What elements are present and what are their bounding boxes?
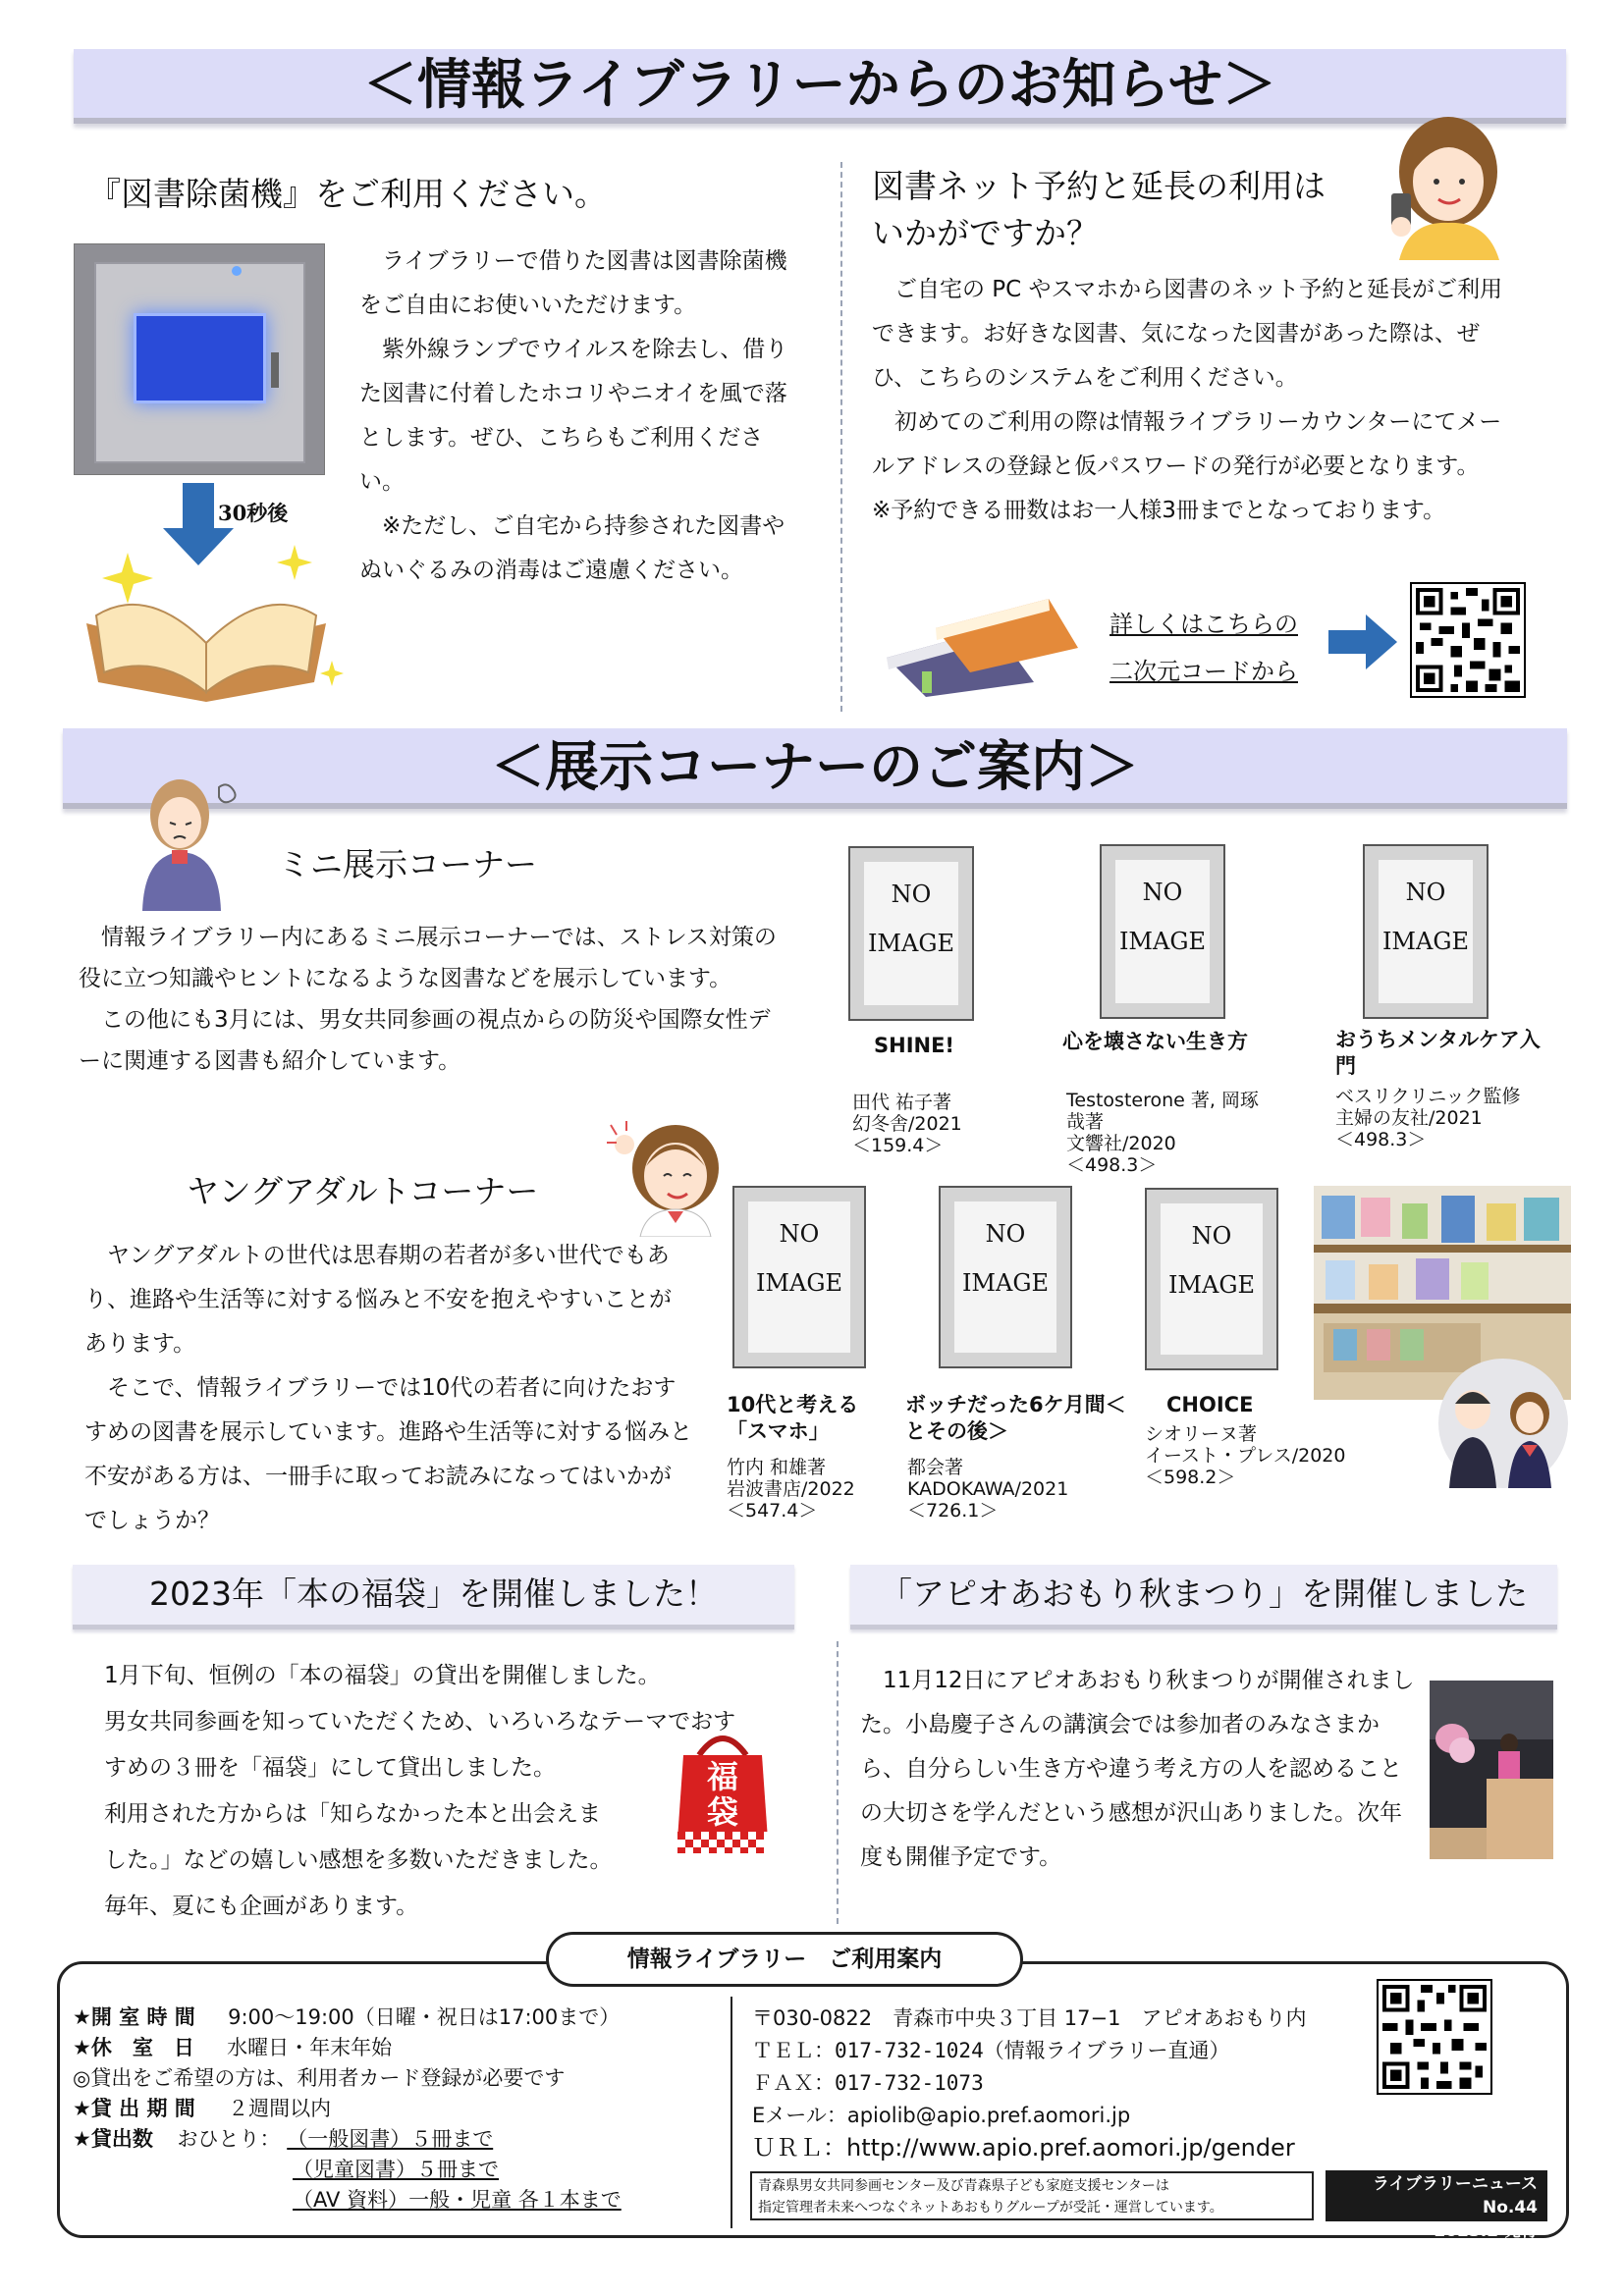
paragraph: ご自宅の PC やスマホから図書のネット予約と延長がご利用できます。お好きな図書、気になった図書があった際は、ぜひ、こちらのシステムをご利用ください。 xyxy=(872,277,1503,391)
paragraph: ライブラリーで借りた図書は図書除菌機をご自由にお使いいただけます。 xyxy=(359,248,787,318)
closed-days-row: ★休 室 日 水曜日・年末年始 xyxy=(73,2036,393,2059)
usage-guide-contact xyxy=(752,2002,1306,2164)
guide-vertical-rule xyxy=(731,1997,732,2228)
woman-phone-illustration xyxy=(1380,113,1517,260)
qr-link-line2[interactable]: 二次元コードから xyxy=(1110,658,1298,685)
book-cover-placeholder: NO IMAGE xyxy=(1145,1188,1278,1370)
issue-date: 2023.2 発行 xyxy=(1434,2221,1538,2241)
book-title: ボッチだった6ケ月間＜とその後＞ xyxy=(905,1393,1126,1443)
paragraph: 紫外線ランプでウイルスを除去し、借りた図書に付着したホコリやニオイを風で落とします。ぜひ、こちらもご利用ください。 xyxy=(359,337,788,495)
lecture-photo xyxy=(1430,1681,1553,1859)
book-cover-placeholder: NO IMAGE xyxy=(939,1186,1072,1368)
paragraph: 11月12日にアピオあおもり秋まつりが開催されました。小島慶子さんの講演会では参加者のみなさまから、自分らしい生き方や違う考え方の人を認めることの大切さを学んだという感想が沢山ありました。次年度も開催予定です。 xyxy=(860,1668,1415,1870)
usage-guide-left xyxy=(73,2002,622,2216)
book-cover-placeholder: NO IMAGE xyxy=(1100,844,1225,1019)
paragraph: 初めてのご利用の際は情報ライブラリーカウンターにてメールアドレスの登録と仮パスワードの発行が必要となります。 xyxy=(872,409,1502,479)
paragraph: そこで、情報ライブラリーでは10代の若者に向けたおすすめの図書を展示しています。進路や生活等に対する悩みと不安がある方は、一冊手に取ってお読みになってはいかがでしょうか？ xyxy=(84,1375,693,1533)
reservation-qr-code[interactable] xyxy=(1410,582,1526,698)
fukubukuro-bag-illustration xyxy=(670,1730,776,1853)
book-info: シオリーヌ著 イースト・プレス/2020 ＜598.2＞ xyxy=(1145,1423,1346,1488)
book-stack-illustration xyxy=(877,589,1083,697)
fukubukuro-bag-label: 福袋 xyxy=(706,1758,738,1831)
paragraph: ※ただし、ご自宅から持参された図書やぬいぐるみの消毒はご遠慮ください。 xyxy=(359,513,785,583)
exhibit-title: ＜展示コーナーのご案内＞ xyxy=(490,735,1139,798)
after-30sec-label: 30秒後 xyxy=(218,501,289,525)
net-reserve-heading xyxy=(872,163,1326,257)
book-info: ベスリクリニック監修 主婦の友社/2021 ＜498.3＞ xyxy=(1335,1086,1521,1150)
paragraph: 情報ライブラリー内にあるミニ展示コーナーでは、ストレス対策の役に立つ知識やヒントになるような図書などを展示しています。 xyxy=(79,925,777,991)
qr-link-text[interactable] xyxy=(1110,601,1298,695)
festival-banner xyxy=(850,1565,1557,1629)
library-notice-title: ＜情報ライブラリーからのお知らせ＞ xyxy=(362,53,1277,116)
fukubukuro-banner xyxy=(73,1565,794,1629)
fukubukuro-title: 2023年「本の福袋」を開催しました！ xyxy=(149,1575,718,1613)
usage-guide-title: 情報ライブラリー ご利用案内 xyxy=(626,1947,943,1972)
paragraph: この他にも3月には、男女共同参画の視点からの防災や国際女性デーに関連する図書も紹介しています。 xyxy=(79,1007,771,1074)
book-info: 都会著 KADOKAWA/2021 ＜726.1＞ xyxy=(907,1457,1069,1522)
students-illustration xyxy=(1414,1359,1593,1488)
tel: ＴＥＬ：017-732-1024（情報ライブラリー直通） xyxy=(752,2039,1230,2062)
column-divider xyxy=(840,162,842,712)
book-info: 竹内 和雄著 岩波書店/2022 ＜547.4＞ xyxy=(727,1457,855,1522)
ya-corner-text xyxy=(84,1234,693,1543)
book-title: SHINE! xyxy=(874,1034,955,1057)
paragraph: ヤングアダルトの世代は思春期の若者が多い世代でもあり、進路や生活等に対する悩みと不安を抱えやすいことがあります。 xyxy=(84,1243,672,1357)
address: 〒030-0822 青森市中央３丁目 17−1 アピオあおもり内 xyxy=(752,2006,1307,2030)
mini-exhibit-text xyxy=(79,917,785,1082)
loan-count-av: （AV 資料）一般・児童 各１本まで xyxy=(293,2188,622,2212)
operator-notice: 青森県男女共同参画センター及び青森県子ども家庭支援センターは 指定管理者未来へつなぐネットあおもりグループが受託・運営しています。 xyxy=(750,2171,1314,2220)
fax: ＦＡＸ：017-732-1073 xyxy=(752,2071,984,2095)
url[interactable]: ＵＲＬ：http://www.apio.pref.aomori.jp/gender xyxy=(752,2134,1295,2162)
usage-guide-title-tab xyxy=(546,1932,1023,1987)
ya-corner-heading: ヤングアダルトコーナー xyxy=(187,1172,539,1210)
reserve-limit-note: ※予約できる冊数はお一人様3冊までとなっております。 xyxy=(872,498,1446,523)
festival-title: 「アピオあおもり秋まつり」を開催しました xyxy=(880,1575,1528,1613)
loan-count-row: ★貸出数 おひとり： （一般図書）５冊まで xyxy=(73,2127,494,2151)
book-title: 10代と考える「スマホ」 xyxy=(727,1393,859,1443)
net-reserve-text xyxy=(872,268,1520,533)
net-reserve-heading-line2: いかがですか？ xyxy=(872,214,1099,252)
cheering-girl-illustration xyxy=(607,1119,734,1237)
open-hours-row: ★開 室 時 間 9:00～19:00（日曜・祝日は17:00まで） xyxy=(73,2005,621,2029)
issue-badge xyxy=(1326,2170,1547,2241)
qr-link-line1[interactable]: 詳しくはこちらの xyxy=(1110,611,1298,638)
loan-count-child: （児童図書）５冊まで xyxy=(293,2158,499,2181)
book-cover-placeholder: NO IMAGE xyxy=(732,1186,866,1368)
loan-period-row: ★貸 出 期 間 ２週間以内 xyxy=(73,2097,332,2120)
exhibit-banner xyxy=(63,728,1567,809)
open-book-illustration xyxy=(69,545,344,712)
book-info: 田代 祐子著 幻冬舎/2021 ＜159.4＞ xyxy=(852,1092,962,1156)
right-arrow-icon xyxy=(1328,614,1397,669)
fukubukuro-text: 1月下旬、恒例の「本の福袋」の貸出を開催しました。 男女共同参画を知っていただくため、いろいろなテーマでおす すめの３冊を「福袋」にして貸出しました。 利用された方からは「知らなかった本と出会えま した。」などの嬉しい感想を多数いただきました。 毎年、夏にも企画があります。 xyxy=(104,1663,736,1919)
issue-number: ライブラリーニュース No.44 xyxy=(1372,2174,1538,2217)
library-notice-banner xyxy=(74,49,1566,124)
sterilizer-photo xyxy=(74,243,325,475)
mini-exhibit-heading: ミニ展示コーナー xyxy=(278,845,537,883)
book-cover-placeholder: NO IMAGE xyxy=(1363,844,1489,1019)
sterilizer-text xyxy=(359,240,806,593)
book-title: 心を壊さない生き方 xyxy=(1062,1030,1248,1053)
sterilizer-heading: 『図書除菌機』をご利用ください。 xyxy=(88,175,607,213)
festival-text xyxy=(860,1659,1418,1880)
card-registration-note: ◎貸出をご希望の方は、利用者カード登録が必要です xyxy=(73,2066,566,2090)
book-cover-placeholder: NO IMAGE xyxy=(848,846,974,1021)
book-title: おうちメンタルケア入門 xyxy=(1335,1028,1541,1078)
library-qr-code[interactable] xyxy=(1377,1979,1492,2095)
stressed-woman-illustration xyxy=(123,764,241,911)
email[interactable]: Eメール：apiolib@apio.pref.aomori.jp xyxy=(752,2104,1131,2127)
column-divider xyxy=(837,1641,839,1924)
net-reserve-heading-line1: 図書ネット予約と延長の利用は xyxy=(872,167,1326,205)
book-title: CHOICE xyxy=(1166,1393,1254,1416)
book-info: Testosterone 著, 岡琢哉著 文響社/2020 ＜498.3＞ xyxy=(1066,1090,1259,1176)
